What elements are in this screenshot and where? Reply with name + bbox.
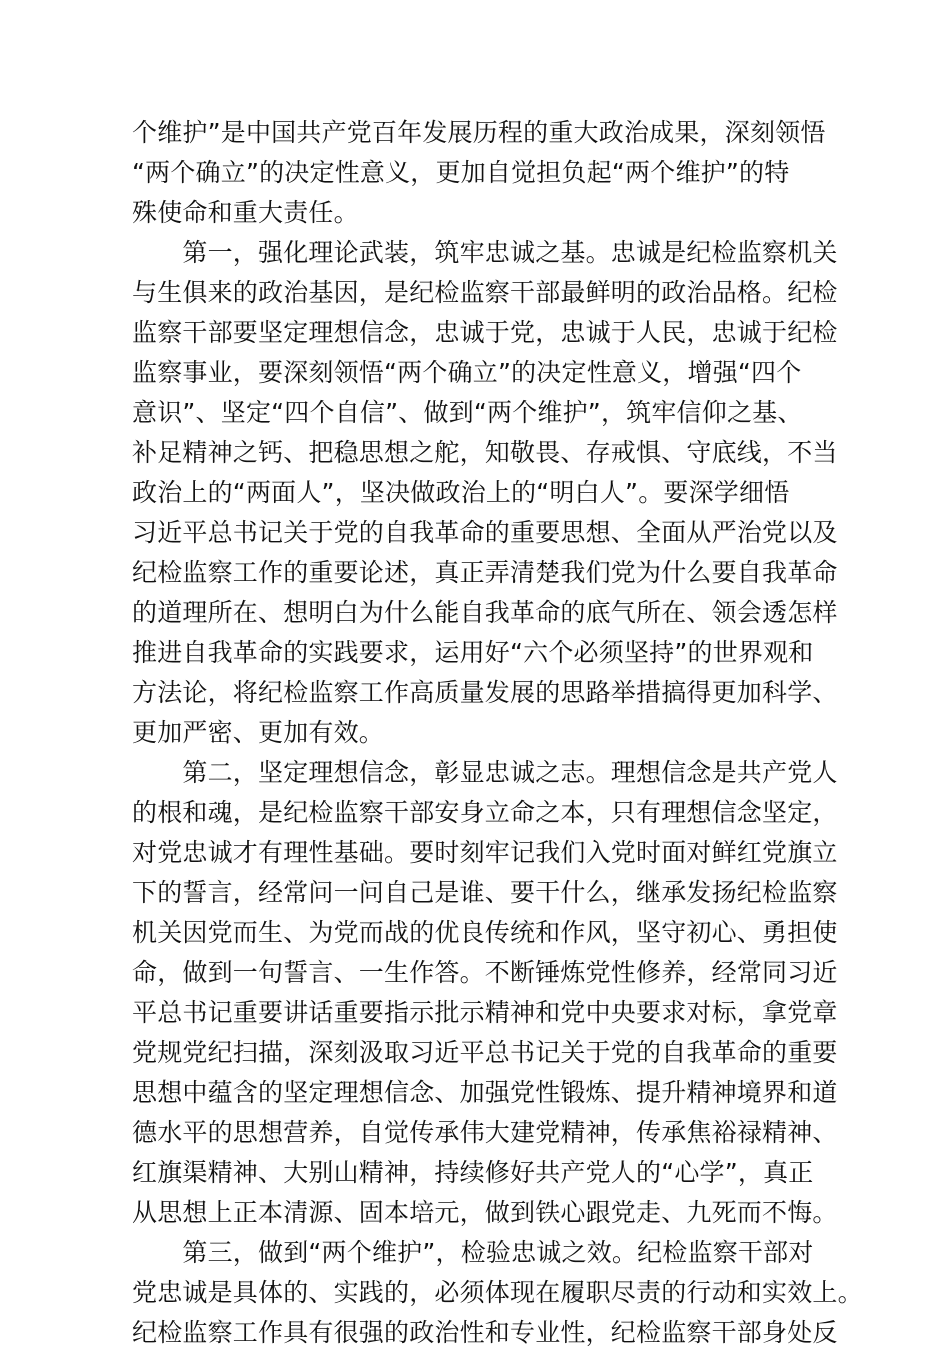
text-line: 对党忠诚才有理性基础。要时刻牢记我们入党时面对鲜红党旗立: [132, 838, 838, 867]
text-line: 命，做到一句誓言、一生作答。不断锤炼党性修养，经常同习近: [132, 958, 838, 987]
text-line: 的道理所在、想明白为什么能自我革命的底气所在、领会透怎样: [132, 598, 838, 627]
text-line: 德水平的思想营养，自觉传承伟大建党精神，传承焦裕禄精神、: [132, 1118, 838, 1147]
text-line: 党规党纪扫描，深刻汲取习近平总书记关于党的自我革命的重要: [132, 1038, 838, 1067]
text-line: 的根和魂，是纪检监察干部安身立命之本，只有理想信念坚定，: [132, 798, 838, 827]
text-line: 从思想上正本清源、固本培元，做到铁心跟党走、九死而不悔。: [132, 1198, 838, 1227]
text-line: 思想中蕴含的坚定理想信念、加强党性锻炼、提升精神境界和道: [132, 1078, 838, 1107]
text-line: 下的誓言，经常问一问自己是谁、要干什么，继承发扬纪检监察: [132, 878, 838, 907]
text-line: 机关因党而生、为党而战的优良传统和作风，坚守初心、勇担使: [132, 918, 838, 947]
text-line: 更加严密、更加有效。: [132, 718, 385, 747]
text-line: 监察事业，要深刻领悟“两个确立”的决定性意义，增强“四个: [132, 358, 802, 387]
text-line: 平总书记重要讲话重要指示批示精神和党中央要求对标，拿党章: [132, 998, 838, 1027]
text-line: 红旗渠精神、大别山精神，持续修好共产党人的“心学”，真正: [132, 1158, 814, 1187]
text-line: 第二，坚定理想信念，彰显忠诚之志。理想信念是共产党人: [132, 758, 838, 787]
text-line: 殊使命和重大责任。: [132, 198, 359, 227]
text-line: 第三，做到“两个维护”，检验忠诚之效。纪检监察干部对: [132, 1238, 814, 1267]
text-line: 政治上的“两面人”，坚决做政治上的“明白人”。要深学细悟: [132, 478, 790, 507]
text-line: 习近平总书记关于党的自我革命的重要思想、全面从严治党以及: [132, 518, 838, 547]
text-line: 个维护”是中国共产党百年发展历程的重大政治成果，深刻领悟: [132, 118, 826, 147]
text-line: 第一，强化理论武装，筑牢忠诚之基。忠诚是纪检监察机关: [132, 238, 838, 267]
body-text: [132, 113, 863, 1353]
text-line: 补足精神之钙、把稳思想之舵，知敬畏、存戒惧、守底线，不当: [132, 438, 838, 467]
text-line: “两个确立”的决定性意义，更加自觉担负起“两个维护”的特: [132, 158, 790, 187]
text-line: 党忠诚是具体的、实践的，必须体现在履职尽责的行动和实效上。: [132, 1278, 863, 1307]
text-line: 与生俱来的政治基因，是纪检监察干部最鲜明的政治品格。纪检: [132, 278, 838, 307]
text-line: 方法论，将纪检监察工作高质量发展的思路举措搞得更加科学、: [132, 678, 838, 707]
text-line: 推进自我革命的实践要求，运用好“六个必须坚持”的世界观和: [132, 638, 814, 667]
text-line: 监察干部要坚定理想信念，忠诚于党，忠诚于人民，忠诚于纪检: [132, 318, 838, 347]
text-line: 意识”、坚定“四个自信”、做到“两个维护”，筑牢信仰之基、: [132, 398, 803, 427]
text-line: 纪检监察工作具有很强的政治性和专业性，纪检监察干部身处反: [132, 1318, 838, 1347]
text-line: 纪检监察工作的重要论述，真正弄清楚我们党为什么要自我革命: [132, 558, 838, 587]
